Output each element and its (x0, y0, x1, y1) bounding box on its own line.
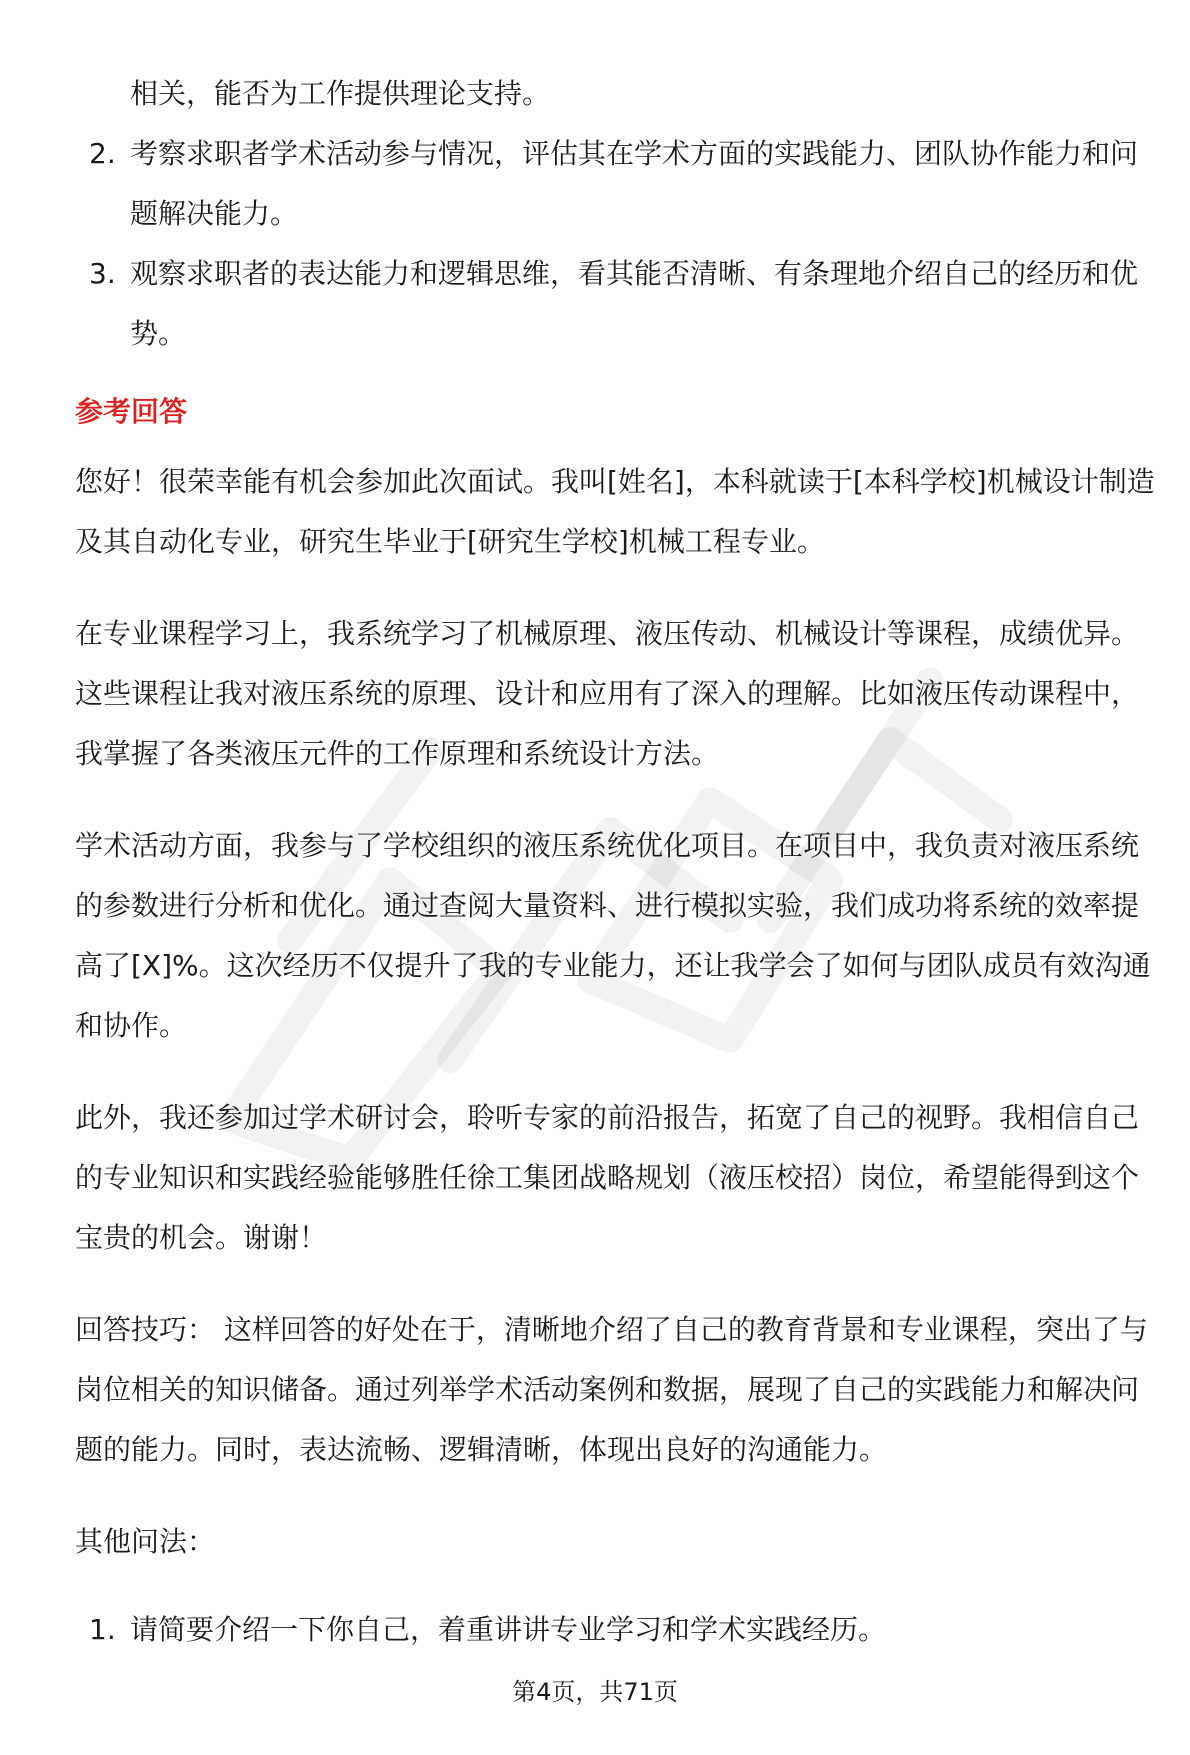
list-continuation: 相关，能否为工作提供理论支持。 (130, 77, 551, 110)
list-item (75, 124, 1165, 244)
main-content (75, 64, 1165, 1660)
page-footer: 第4页，共71页 (512, 1678, 678, 1706)
list-number: 1. (89, 1613, 116, 1646)
list-item-text: 考察求职者学术活动参与情况，评估其在学术方面的实践能力、团队协作能力和问题解决能力。 (130, 137, 1139, 230)
list-number: 2. (89, 137, 116, 170)
answer-paragraph: 您好！很荣幸能有机会参加此次面试。我叫[姓名]，本科就读于[本科学校]机械设计制造及其自动化专业，研究生毕业于[研究生学校]机械工程专业。 (75, 465, 1155, 558)
answer-paragraph: 此外，我还参加过学术研讨会，聆听专家的前沿报告，拓宽了自己的视野。我相信自己的专业知识和实践经验能够胜任徐工集团战略规划（液压校招）岗位，希望能得到这个宝贵的机会。谢谢！ (75, 1101, 1140, 1254)
answer-paragraph: 在专业课程学习上，我系统学习了机械原理、液压传动、机械设计等课程，成绩优异。这些课程让我对液压系统的原理、设计和应用有了深入的理解。比如液压传动课程中，我掌握了各类液压元件的工作原理和系统设计方法。 (75, 617, 1140, 770)
tips-paragraph: 回答技巧： 这样回答的好处在于，清晰地介绍了自己的教育背景和专业课程，突出了与岗位相关的知识储备。通过列举学术活动案例和数据，展现了自己的实践能力和解决问题的能力。同时，表达流畅、逻辑清晰，体现出良好的沟通能力。 (75, 1313, 1148, 1466)
other-questions-heading: 其他问法： (75, 1525, 216, 1558)
list-item (75, 1600, 1165, 1660)
list-number: 3. (89, 257, 116, 290)
answer-paragraph: 学术活动方面，我参与了学校组织的液压系统优化项目。在项目中，我负责对液压系统的参数进行分析和优化。通过查阅大量资料、进行模拟实验，我们成功将系统的效率提高了[X]%。这次经历不仅提升了我的专业能力，还让我学会了如何与团队成员有效沟通和协作。 (75, 829, 1151, 1042)
section-title: 参考回答 (75, 395, 188, 428)
list-item-text: 请简要介绍一下你自己，着重讲讲专业学习和学术实践经历。 (130, 1613, 887, 1646)
list-item-text: 观察求职者的表达能力和逻辑思维，看其能否清晰、有条理地介绍自己的经历和优势。 (130, 257, 1139, 350)
list-item (75, 244, 1165, 364)
